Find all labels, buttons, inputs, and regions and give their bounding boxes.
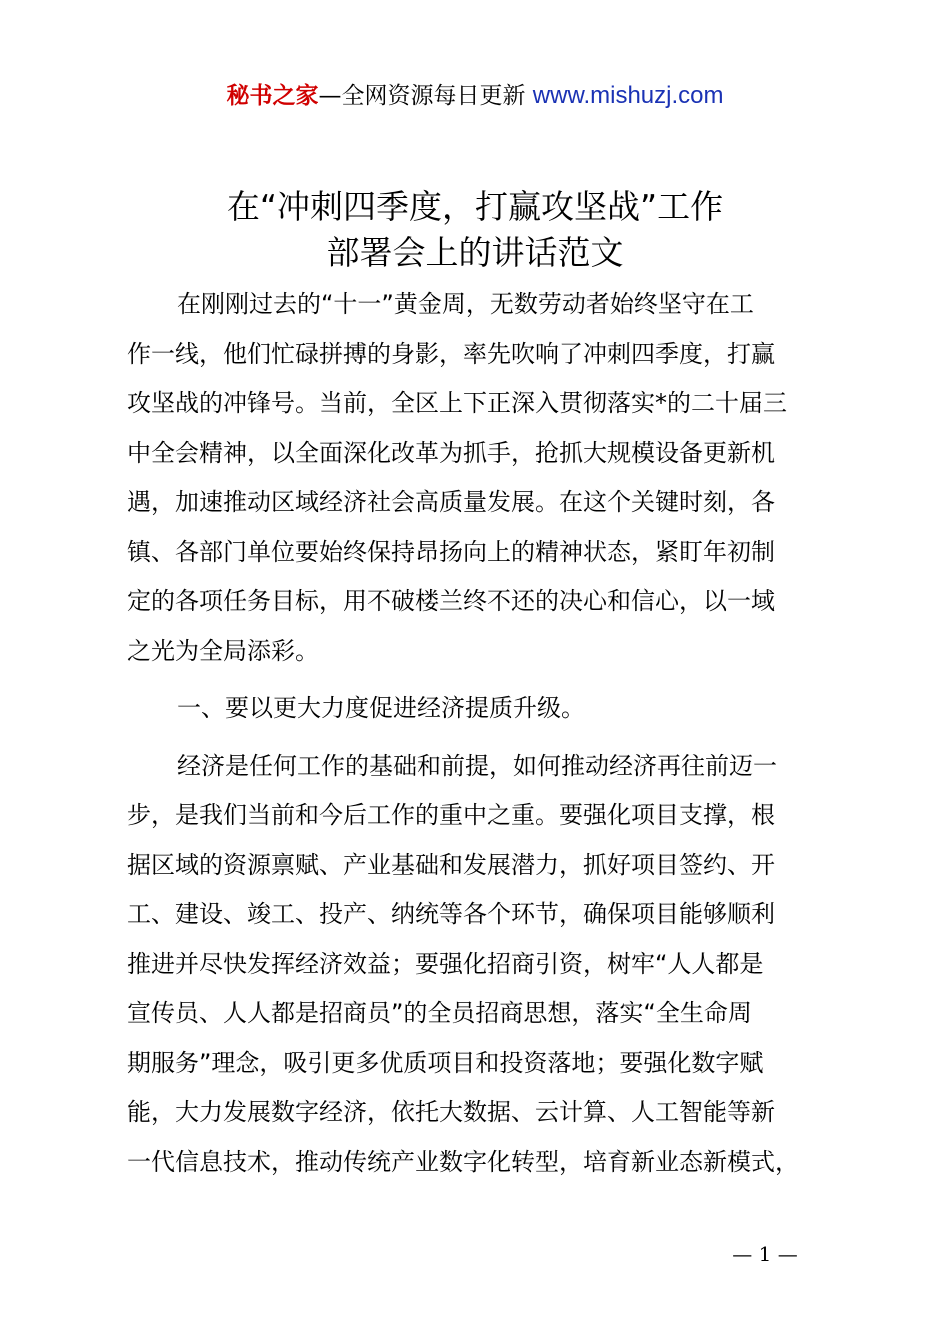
paragraph-line: 镇、各部门单位要始终保持昂扬向上的精神状态，紧盯年初制 xyxy=(127,537,775,566)
site-brand: 秘书之家 xyxy=(226,83,319,109)
paragraph-line: 中全会精神，以全面深化改革为抓手，抢抓大规模设备更新机 xyxy=(127,438,775,467)
paragraph-line: 据区域的资源禀赋、产业基础和发展潜力，抓好项目签约、开 xyxy=(127,850,775,879)
paragraph-line: 能，大力发展数字经济，依托大数据、云计算、人工智能等新 xyxy=(127,1098,775,1126)
document-title xyxy=(0,184,950,276)
site-tagline: —全网资源每日更新 xyxy=(318,83,526,109)
paragraph-line: 一代信息技术，推动传统产业数字化转型，培育新业态新模式， xyxy=(127,1147,799,1176)
paragraph-line: 攻坚战的冲锋号。当前，全区上下正深入贯彻落实*的二十届三 xyxy=(127,389,787,417)
site-header xyxy=(0,80,950,112)
paragraph-line: 步，是我们当前和今后工作的重中之重。要强化项目支撑，根 xyxy=(127,801,775,829)
paragraph-line: 期服务”理念，吸引更多优质项目和投资落地；要强化数字赋 xyxy=(127,1048,764,1077)
site-url-link[interactable]: www.mishuzj.com xyxy=(532,82,724,109)
paragraph-line: 宣传员、人人都是招商员”的全员招商思想，落实“全生命周 xyxy=(127,999,752,1027)
paragraph-line: 作一线，他们忙碌拼搏的身影，率先吹响了冲刺四季度，打赢 xyxy=(127,339,775,368)
title-line-2: 部署会上的讲话范文 xyxy=(326,233,624,272)
document-body xyxy=(127,280,833,1187)
paragraph-line: 经济是任何工作的基础和前提，如何推动经济再往前迈一 xyxy=(177,751,777,780)
paragraph-line: 定的各项任务目标，用不破楼兰终不还的决心和信心，以一域 xyxy=(127,587,775,615)
paragraph-line: 之光为全局添彩。 xyxy=(127,636,319,665)
paragraph-line: 在刚刚过去的“十一”黄金周，无数劳动者始终坚守在工 xyxy=(177,290,754,318)
paragraph-line: 工、建设、竣工、投产、纳统等各个环节，确保项目能够顺利 xyxy=(127,900,775,928)
page-number: — 1 — xyxy=(732,1242,798,1266)
title-line-1: 在“冲刺四季度，打赢攻坚战”工作 xyxy=(226,187,724,226)
section-heading: 一、要以更大力度促进经济提质升级。 xyxy=(177,694,585,722)
paragraph-line: 遇，加速推动区域经济社会高质量发展。在这个关键时刻，各 xyxy=(127,488,775,516)
paragraph-line: 推进并尽快发挥经济效益；要强化招商引资，树牢“人人都是 xyxy=(127,949,764,978)
